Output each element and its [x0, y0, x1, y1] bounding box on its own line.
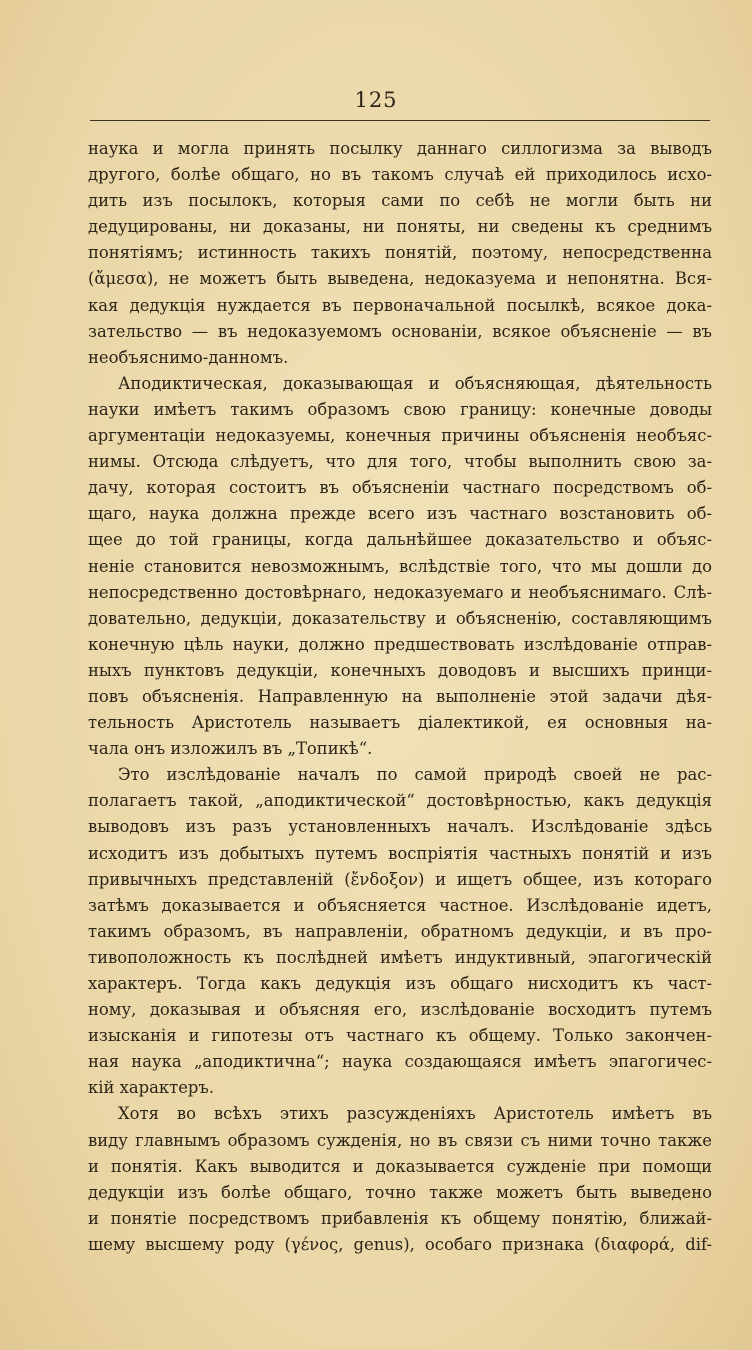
text-line: чала онъ изложилъ въ „Топикѣ“. — [88, 739, 373, 759]
text-line: зательство — въ недоказуемомъ основаніи, всякое объясненіе — въ — [88, 321, 712, 341]
text-line: Аподиктическая, доказывающая и объясняющая, дѣятельность — [118, 373, 712, 393]
text-line: щее до той границы, когда дальнѣйшее доказательство и объяс- — [88, 530, 712, 550]
text-line: понятіямъ; истинность такихъ понятій, поэтому, непосредственна — [88, 243, 712, 263]
text-line: ныхъ пунктовъ дедукціи, конечныхъ доводовъ и высшихъ принци- — [88, 660, 712, 680]
text-line: затѣмъ доказывается и объясняется частное. Изслѣдованіе идетъ, — [88, 895, 712, 915]
paragraph — [88, 136, 712, 371]
text-line: дедукціи изъ болѣе общаго, точно также можетъ быть выведено — [88, 1182, 712, 1202]
text-line: другого, болѣе общаго, но въ такомъ случаѣ ей приходилось исхо- — [88, 165, 712, 185]
text-line: необъяснимо-данномъ. — [88, 347, 289, 367]
text-line: Хотя во всѣхъ этихъ разсужденіяхъ Аристотель имѣетъ въ — [118, 1104, 712, 1124]
text-line: наука и могла принять посылку даннаго силлогизма за выводъ — [88, 139, 712, 158]
text-line: полагаетъ такой, „аподиктической“ достовѣрностью, какъ дедукція — [88, 791, 712, 811]
text-line: непосредственно достовѣрнаго, недоказуемаго и необъяснимаго. Слѣ- — [88, 582, 712, 602]
text-line: шему высшему роду (γένος, genus), особаго признака (διαφορά, dif- — [88, 1234, 712, 1254]
text-line: ному, доказывая и объясняя его, изслѣдованіе восходитъ путемъ — [88, 1000, 712, 1020]
text-line: дить изъ посылокъ, которыя сами по себѣ не могли быть ни — [88, 191, 712, 211]
text-line: тивоположность къ послѣдней имѣетъ индуктивный, эпагогическій — [88, 947, 712, 967]
text-line: Это изслѣдованіе началъ по самой природѣ своей не рас- — [118, 765, 712, 785]
text-line: щаго, наука должна прежде всего изъ частнаго возстановить об- — [88, 504, 712, 524]
text-line: тельность Аристотель называетъ діалектикой, ея основныя на- — [88, 713, 712, 733]
text-line: дачу, которая состоитъ въ объясненіи частнаго посредствомъ об- — [88, 478, 712, 498]
text-line: и понятіе посредствомъ прибавленія къ общему понятію, ближай- — [88, 1208, 712, 1228]
text-line: кая дедукція нуждается въ первоначальной посылкѣ, всякое дока- — [88, 295, 712, 315]
text-line: такимъ образомъ, въ направленіи, обратномъ дедукціи, и въ про- — [88, 921, 712, 941]
header-rule — [90, 120, 710, 121]
text-line: неніе становится невозможнымъ, вслѣдствіе того, что мы дошли до — [88, 556, 712, 576]
text-line: науки имѣетъ такимъ образомъ свою границу: конечные доводы — [88, 399, 712, 419]
paragraph — [88, 762, 712, 1101]
paragraph — [88, 371, 712, 762]
text-line: привычныхъ представленій (ἔνδοξον) и ищетъ общее, изъ котораго — [88, 869, 712, 889]
paragraph — [88, 1101, 712, 1258]
text-line: довательно, дедукціи, доказательству и объясненію, составляющимъ — [88, 608, 712, 628]
text-line: повъ объясненія. Направленную на выполненіе этой задачи дѣя- — [88, 686, 712, 706]
text-line: исходитъ изъ добытыхъ путемъ воспріятія частныхъ понятій и изъ — [88, 843, 712, 863]
text-line: характеръ. Тогда какъ дедукція изъ общаго нисходитъ къ част- — [88, 974, 712, 993]
text-line: нимы. Отсюда слѣдуетъ, что для того, чтобы выполнить свою за- — [88, 452, 712, 472]
text-line: выводовъ изъ разъ установленныхъ началъ. Изслѣдованіе здѣсь — [88, 817, 712, 837]
text-line: виду главнымъ образомъ сужденія, но въ связи съ ними точно также — [88, 1130, 712, 1150]
text-line: и понятія. Какъ выводится и доказывается сужденіе при помощи — [88, 1156, 712, 1176]
body-text — [88, 136, 712, 1258]
text-line: дедуцированы, ни доказаны, ни поняты, ни сведены къ среднимъ — [88, 217, 712, 237]
page-number: 125 — [354, 88, 398, 112]
text-line: кій характеръ. — [88, 1078, 215, 1098]
text-line: конечную цѣль науки, должно предшествовать изслѣдованіе отправ- — [88, 634, 712, 654]
text-line: (ἄμεσα), не можетъ быть выведена, недоказуема и непонятна. Вся- — [88, 269, 712, 289]
text-line: ная наука „аподиктична“; наука создающаяся имѣетъ эпагогичес- — [88, 1052, 712, 1072]
text-line: аргументаціи недоказуемы, конечныя причины объясненія необъяс- — [88, 426, 712, 446]
text-line: изысканія и гипотезы отъ частнаго къ общему. Только закончен- — [88, 1026, 712, 1046]
